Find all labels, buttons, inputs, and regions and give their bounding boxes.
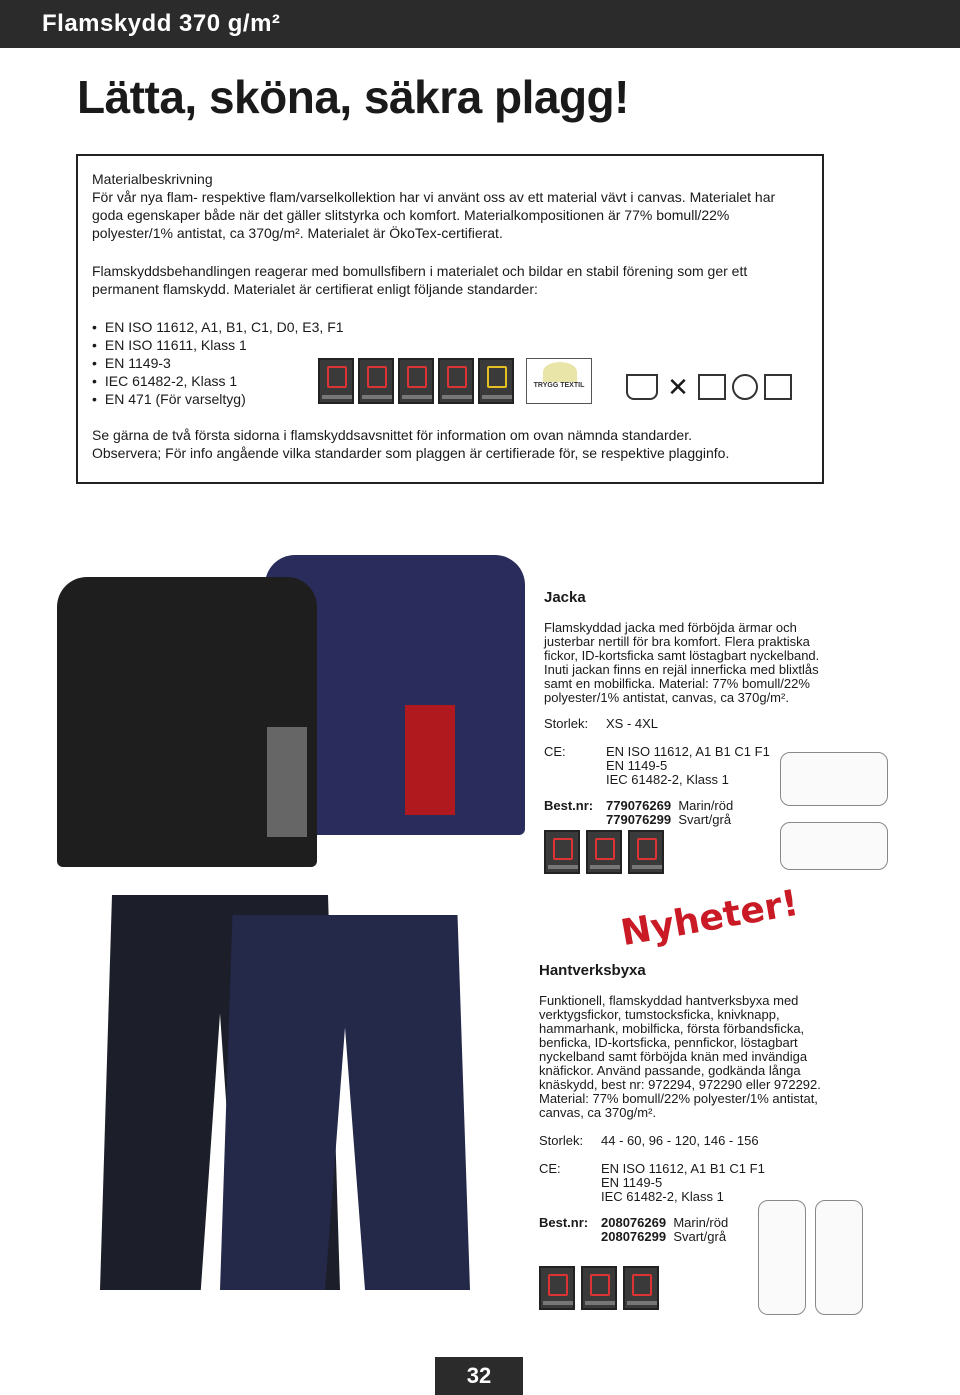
certification-badges [318, 358, 592, 404]
oeko-tex-logo: TRYGG TEXTIL [526, 358, 592, 404]
electrostatic-icon [581, 1266, 617, 1310]
pants-front-sketch [758, 1200, 806, 1315]
material-paragraph-1: För vår nya flam- respektive flam/varselkollektion har vi använt oss av ett material vävt i canvas. Materialet har goda egenskaper både när det gäller slitstyrka och komfort. Materialkompositionen är 77% bomull/22% polyester/1% antistat, ca 370g/m². Materialet är ÖkoTex-certifierat. [92, 189, 776, 241]
care-symbols [626, 374, 792, 400]
dry-clean-icon [732, 374, 758, 400]
material-paragraph-2: Flamskyddsbehandlingen reagerar med bomullsfibern i materialet och bildar en stabil förening som ger ett permanent flamskydd. Materialet är certifierat enligt följande standarder: [92, 263, 748, 297]
standard-item: • EN ISO 11612, A1, B1, C1, D0, E3, F1 [92, 318, 344, 336]
standards-list [92, 318, 344, 408]
jacket-description: Flamskyddad jacka med förböjda ärmar och justerbar nertill för bra komfort. Flera praktiska fickor, ID-kortsficka samt löstagbart nyckelband. Inuti jackan finns en rejäl innerficka med blixtlås samt en mobilficka. Material: 77% bomull/22% polyester/1% antistat, canvas, ca 370g/m². [544, 620, 820, 705]
pants-ce-row: CE: EN ISO 11612, A1 B1 C1 F1 EN 1149-5 IEC 61482-2, Klass 1 [539, 1161, 765, 1204]
pants-title: Hantverksbyxa [539, 962, 646, 979]
wash-60-icon [626, 374, 658, 400]
standard-item: • EN ISO 11611, Klass 1 [92, 336, 344, 354]
pants-order-row: Best.nr: 208076269 Marin/röd 208076299 Svart/grå [539, 1215, 729, 1244]
material-info-box [76, 154, 824, 484]
jacket-front-sketch [780, 752, 888, 806]
jacket-badges [544, 830, 664, 874]
material-heading: Materialbeskrivning [92, 171, 213, 187]
jacket-ce-row: CE: EN ISO 11612, A1 B1 C1 F1 EN 1149-5 IEC 61482-2, Klass 1 [544, 744, 770, 787]
jacket-black-grey [57, 577, 317, 867]
page-headline: Lätta, sköna, säkra plagg! [77, 71, 629, 123]
header-title: Flamskydd 370 g/m² [42, 10, 281, 37]
jacket-title: Jacka [544, 589, 586, 606]
standard-item: • EN 471 (För varseltyg) [92, 390, 344, 408]
jacket-back-sketch [780, 822, 888, 870]
pants-description: Funktionell, flamskyddad hantverksbyxa med verktygsfickor, tumstocksficka, knivknapp, hammarhank, mobilficka, första förbandsficka, benficka, ID-kortsficka, pennfickor, löstagbart nyckelband samt förböjda knän med invändiga knäfickor. Använd passande, godkända långa knäskydd, best nr: 972294, 972290 eller 972292. Material: 77% bomull/22% polyester/1% antistat, canvas, ca 370g/m². [539, 993, 821, 1120]
flame-protection-icon [544, 830, 580, 874]
standard-item: • IEC 61482-2, Klass 1 [92, 372, 344, 390]
arc-flash-icon [623, 1266, 659, 1310]
no-bleach-icon: ✕ [667, 372, 689, 402]
pants-back-sketch [815, 1200, 863, 1315]
header-bar [0, 0, 960, 48]
high-visibility-icon [478, 358, 514, 404]
flame-protection-icon [539, 1266, 575, 1310]
tumble-dry-icon [764, 374, 792, 400]
jacket-photo [45, 555, 525, 865]
standard-item: • EN 1149-3 [92, 354, 344, 372]
news-label: Nyheter! [617, 882, 802, 955]
electrostatic-icon [586, 830, 622, 874]
welding-icon [398, 358, 434, 404]
electrostatic-icon [358, 358, 394, 404]
page-number: 32 [435, 1357, 523, 1395]
pants-photo [100, 895, 500, 1290]
pants-size-row: Storlek: 44 - 60, 96 - 120, 146 - 156 [539, 1133, 759, 1148]
pants-badges [539, 1266, 659, 1310]
material-paragraph-3: Se gärna de två första sidorna i flamskyddsavsnittet för information om ovan nämnda standarder. Observera; För info angående vilka standarder som plaggen är certifierade för, se respektive plagginfo. [92, 427, 730, 461]
pants-navy [220, 915, 470, 1290]
arc-flash-icon [438, 358, 474, 404]
flame-protection-icon [318, 358, 354, 404]
jacket-order-row: Best.nr: 779076269 Marin/röd 779076299 Svart/grå [544, 798, 734, 827]
iron-icon [698, 374, 726, 400]
arc-flash-icon [628, 830, 664, 874]
jacket-size-row: Storlek: XS - 4XL [544, 716, 659, 731]
